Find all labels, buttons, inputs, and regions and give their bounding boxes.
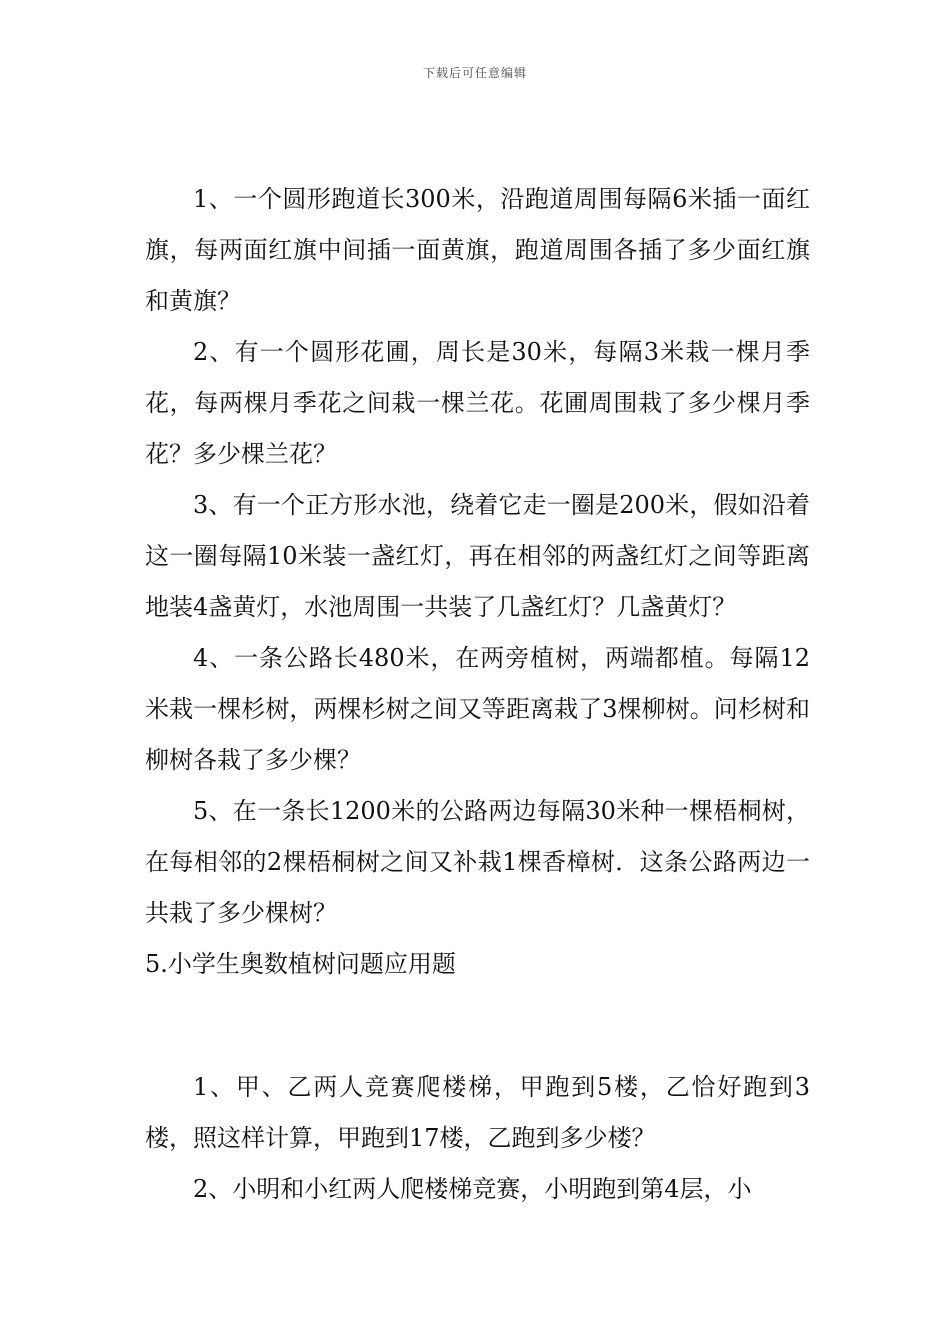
problem-2: 2、有一个圆形花圃，周长是30米，每隔3米栽一棵月季花，每两棵月季花之间栽一棵兰花。花圃周围栽了多少棵月季花？多少棵兰花？: [145, 338, 810, 468]
page-header: 下载后可任意编辑: [422, 66, 527, 80]
section-spacer: [145, 990, 810, 1062]
climb-problem-2: 2、小明和小红两人爬楼梯竞赛，小明跑到第4层，小: [193, 1175, 752, 1203]
problem-4: 4、一条公路长480米，在两旁植树，两端都植。每隔12米栽一棵杉树，两棵杉树之间又等距离栽了3棵柳树。问杉树和柳树各栽了多少棵？: [145, 644, 810, 774]
problem-3: 3、有一个正方形水池，绕着它走一圈是200米，假如沿着这一圈每隔10米装一盏红灯，再在相邻的两盏红灯之间等距离地装4盏黄灯，水池周围一共装了几盏红灯？几盏黄灯？: [145, 491, 810, 621]
problem-1: 1、一个圆形跑道长300米，沿跑道周围每隔6米插一面红旗，每两面红旗中间插一面黄旗，跑道周围各插了多少面红旗和黄旗？: [145, 185, 810, 315]
section-heading: 5.小学生奥数植树问题应用题: [145, 950, 456, 978]
problem-5: 5、在一条长1200米的公路两边每隔30米种一棵梧桐树，在每相邻的2棵梧桐树之间又补栽1棵香樟树．这条公路两边一共栽了多少棵树？: [145, 797, 810, 927]
climb-problem-1: 1、甲、乙两人竞赛爬楼梯，甲跑到5楼，乙恰好跑到3楼，照这样计算，甲跑到17楼，乙跑到多少楼？: [145, 1073, 810, 1152]
document-body: [145, 174, 810, 1215]
